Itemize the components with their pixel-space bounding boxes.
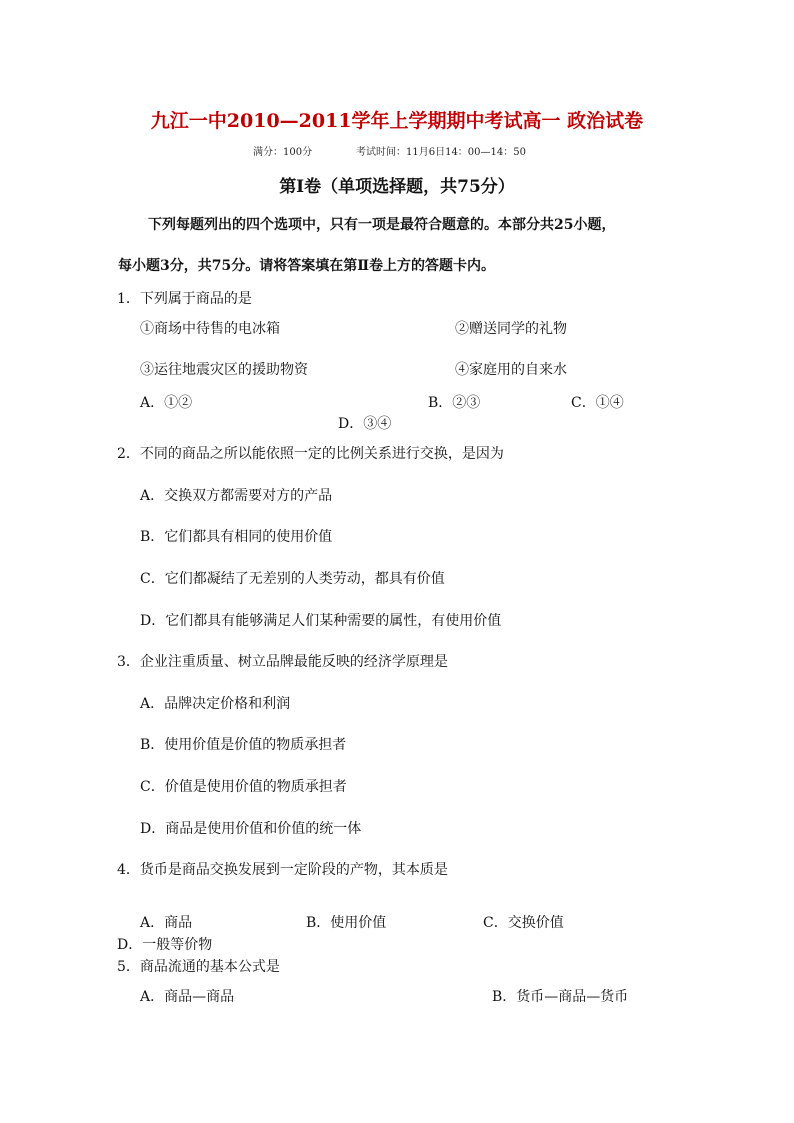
exam-title: 九江一中2010—2011学年上学期期中考试高一 政治试卷 — [150, 110, 644, 132]
q4-option-d: D．一般等价物 — [117, 937, 213, 953]
q4-option-b: B．使用价值 — [306, 915, 387, 931]
question-3-stem: 3．企业注重质量、树立品牌最能反映的经济学原理是 — [117, 654, 448, 670]
question-1-stem: 1．下列属于商品的是 — [117, 291, 252, 307]
q3-option-c: C．价值是使用价值的物质承担者 — [140, 779, 347, 795]
question-2-stem: 2．不同的商品之所以能依照一定的比例关系进行交换，是因为 — [117, 446, 504, 462]
q4-option-c: C．交换价值 — [483, 915, 564, 931]
instruction-line-2: 每小题3分，共75分。请将答案填在第Ⅱ卷上方的答题卡内。 — [118, 258, 496, 274]
q1-option-b: B．②③ — [428, 395, 481, 411]
q5-option-a: A．商品—商品 — [140, 989, 235, 1005]
q3-option-a: A．品牌决定价格和利润 — [140, 696, 291, 712]
full-marks: 满分：100分 — [253, 147, 313, 158]
q5-option-b: B．货币—商品—货币 — [492, 989, 629, 1005]
q1-item-3: ③运往地震灾区的援助物资 — [140, 362, 308, 378]
q1-option-c: C．①④ — [571, 395, 624, 411]
q4-option-a: A．商品 — [140, 915, 193, 931]
question-5-stem: 5．商品流通的基本公式是 — [117, 959, 280, 975]
q3-option-d: D．商品是使用价值和价值的统一体 — [140, 821, 362, 837]
q2-option-d: D．它们都具有能够满足人们某种需要的属性，有使用价值 — [140, 613, 502, 629]
q2-option-c: C．它们都凝结了无差别的人类劳动，都具有价值 — [140, 571, 445, 587]
instruction-line-1: 下列每题列出的四个选项中，只有一项是最符合题意的。本部分共25小题， — [148, 217, 616, 233]
q1-option-a: A．①② — [140, 395, 193, 411]
exam-time: 考试时间：11月6日14：00—14：50 — [356, 147, 526, 158]
section-title: 第Ⅰ卷（单项选择题，共75分） — [279, 177, 515, 197]
q2-option-a: A．交换双方都需要对方的产品 — [140, 488, 333, 504]
q1-item-4: ④家庭用的自来水 — [455, 362, 567, 378]
q1-item-1: ①商场中待售的电冰箱 — [140, 321, 280, 337]
q1-item-2: ②赠送同学的礼物 — [455, 321, 567, 337]
q2-option-b: B．它们都具有相同的使用价值 — [140, 529, 333, 545]
q1-option-d: D．③④ — [338, 416, 392, 432]
question-4-stem: 4．货币是商品交换发展到一定阶段的产物，其本质是 — [117, 862, 448, 878]
q3-option-b: B．使用价值是价值的物质承担者 — [140, 737, 347, 753]
